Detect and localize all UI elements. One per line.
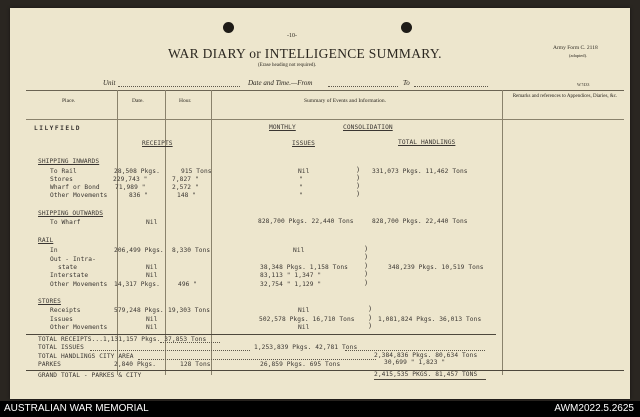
parkes-receipt-tons: 128 Tons (180, 361, 211, 368)
row-label: Issues (50, 316, 73, 323)
header-summary: Summary of Events and Information. (304, 98, 387, 104)
total-value: 1,081,824 Pkgs. 36,013 Tons (378, 316, 482, 323)
row-label: To Wharf (50, 219, 81, 226)
receipt-tons: 148 " (177, 192, 197, 199)
header-hour: Hour. (179, 98, 192, 104)
header-place: Place. (62, 98, 76, 104)
receipt-value: 579,248 Pkgs. (114, 307, 164, 314)
receipt-value: 71,989 " (115, 184, 146, 191)
footer-right: AWM2022.5.2625 (554, 403, 634, 414)
monthly-label: MONTHLY (269, 124, 296, 131)
issue-value: 828,700 Pkgs. 22,440 Tons (258, 218, 354, 225)
row-label: Interstate (50, 272, 89, 279)
row-label: Other Movements (50, 192, 108, 199)
footer-left: AUSTRALIAN WAR MEMORIAL (4, 403, 149, 414)
total-issues-value: 1,253,839 Pkgs. 42,781 Tons (254, 344, 358, 351)
parkes-label: PARKES (38, 361, 61, 368)
total-issues-label: TOTAL ISSUES (38, 344, 84, 351)
issue-value: " (299, 192, 303, 199)
issue-value: 38,348 Pkgs. 1,158 Tons (260, 264, 348, 271)
receipt-tons: 496 " (178, 281, 198, 288)
receipt-value: Nil (146, 272, 158, 279)
receipt-value: Nil (146, 324, 158, 331)
issue-value: Nil (298, 168, 310, 175)
column-total-handlings: TOTAL HANDLINGS (398, 139, 456, 146)
receipt-tons: 915 Tons (181, 168, 212, 175)
date-time-label: Date and Time.—From (248, 79, 313, 87)
receipt-tons: 8,330 Tons (172, 247, 211, 254)
receipt-value: 28,508 Pkgs. (114, 168, 160, 175)
issue-value: Nil (298, 324, 310, 331)
parkes-total: 30,699 " 1,823 " (384, 359, 446, 366)
total-value: 828,700 Pkgs. 22,440 Tons (372, 218, 468, 225)
receipt-value: 836 " (129, 192, 149, 199)
receipt-tons: 7,827 " (172, 176, 199, 183)
row-label: state (58, 264, 78, 271)
army-form-sub: (adapted). (569, 53, 588, 58)
total-value: 331,073 Pkgs. 11,462 Tons (372, 168, 468, 175)
receipt-value: Nil (146, 316, 158, 323)
issue-value: " (299, 176, 303, 183)
issue-value: Nil (298, 307, 310, 314)
to-label: To (403, 79, 410, 87)
consolidation-label: CONSOLIDATION (343, 124, 393, 131)
parkes-receipt: 2,840 Pkgs. (114, 361, 157, 368)
print-code: W.7433 (577, 82, 590, 87)
unit-label: Unit (103, 79, 116, 87)
total-value: 348,239 Pkgs. 10,519 Tons (388, 264, 484, 271)
receipt-value: 206,499 Pkgs. (114, 247, 164, 254)
place-name: LILYFIELD (34, 125, 82, 132)
punch-hole (223, 22, 234, 33)
issue-value: 502,578 Pkgs. 16,710 Tons (259, 316, 355, 323)
receipt-tons: 2,572 " (172, 184, 199, 191)
issue-value: 83,113 " 1,347 " (260, 272, 322, 279)
issue-value: " (299, 184, 303, 191)
row-label: Other Movements (50, 281, 108, 288)
column-issues: ISSUES (292, 140, 315, 147)
grand-total-label: GRAND TOTAL - PARKES & CITY (38, 372, 142, 379)
row-label: Wharf or Bond (50, 184, 100, 191)
receipt-tons: 19,303 Tons (168, 307, 211, 314)
footer-bar (0, 401, 640, 417)
row-label: To Rail (50, 168, 77, 175)
section-heading: SHIPPING INWARDS (38, 158, 100, 165)
grand-total-value: 2,415,535 PKGS. 81,457 TONS (374, 371, 478, 378)
page-number: -10- (287, 33, 297, 39)
row-label: Stores (50, 176, 73, 183)
row-label: In (50, 247, 58, 254)
page-subtitle: (Erase heading not required). (258, 63, 317, 68)
row-label: Other Movements (50, 324, 108, 331)
total-handlings-value: 2,384,836 Pkgs. 80,634 Tons (374, 352, 478, 359)
total-handlings-label: TOTAL HANDLINGS CITY AREA (38, 353, 134, 360)
receipt-value: 229,743 " (113, 176, 148, 183)
receipt-value: Nil (146, 219, 158, 226)
section-heading: STORES (38, 298, 61, 305)
row-label: Out - Intra- (50, 256, 96, 263)
receipt-value: Nil (146, 264, 158, 271)
issue-value: Nil (293, 247, 305, 254)
page-title: WAR DIARY or INTELLIGENCE SUMMARY. (168, 46, 442, 61)
punch-hole (401, 22, 412, 33)
header-remarks: Remarks and references to Appendices, Diaries, &c. (512, 94, 618, 99)
document-page: -10- WAR DIARY or INTELLIGENCE SUMMARY. (Erase heading not required). Army Form C. 2118 (adapted). Unit Date and Time.—From To W.7433 Place. Date. Hour. Summary of Events and Information. Remarks and references to Appendices, Diaries, &c. LILYFIELD MONTHLY CONSOLIDATION RECEIPTS ISSUES TOTAL HANDLINGS SHIPPING INWARDS To Rail 28,508 Pkgs. 915 Tons Nil Stores 229,743 " 7,827 " " Wharf or Bond 71,989 " 2,572 " " Other Movements 836 " 148 " " ) ) ) ) 331,073 Pkgs. 11,462 Tons SHIPPING OUTWARDS To Wharf Nil 828,700 Pkgs. 22,440 Tons 828,700 Pkgs. 22,440 Tons RAIL In 206,499 Pkgs. 8,330 Tons Nil Out - Intra- state Nil 38,348 Pkgs. 1,158 Tons Interstate Nil 83,113 " 1,347 " Other Movements 14,317 Pkgs. 496 " 32,754 " 1,129 " ) ) ) ) ) 348,239 Pkgs. 10,519 Tons STORES Receipts 579,248 Pkgs. 19,303 Tons Nil Issues Nil 502,578 Pkgs. 16,710 Tons Other Movements Nil Nil ) ) ) 1,081,824 Pkgs. 36,013 Tons TOTAL RECEIPTS...1,131,157 Pkgs. 37,853 Tons TOTAL ISSUES 1,253,839 Pkgs. 42,781 Tons TOTAL HANDLINGS CITY AREA 2,384,836 Pkgs. 80,634 Tons PARKES 2,840 Pkgs. 128 Tons 26,859 Pkgs. 695 Tons 30,699 " 1,823 " GRAND TOTAL - PARKES & CITY 2,415,535 PKGS. 81,457 TONS (10, 8, 630, 399)
section-heading: SHIPPING OUTWARDS (38, 210, 104, 217)
issue-value: 32,754 " 1,129 " (260, 281, 322, 288)
parkes-issue: 26,859 Pkgs. 695 Tons (260, 361, 341, 368)
row-label: Receipts (50, 307, 81, 314)
header-date: Date. (132, 98, 144, 104)
receipt-value: 14,317 Pkgs. (114, 281, 160, 288)
column-receipts: RECEIPTS (142, 140, 173, 147)
section-heading: RAIL (38, 237, 54, 244)
army-form: Army Form C. 2118 (553, 45, 598, 51)
total-receipts: TOTAL RECEIPTS...1,131,157 Pkgs. 37,853 Tons (38, 336, 207, 343)
